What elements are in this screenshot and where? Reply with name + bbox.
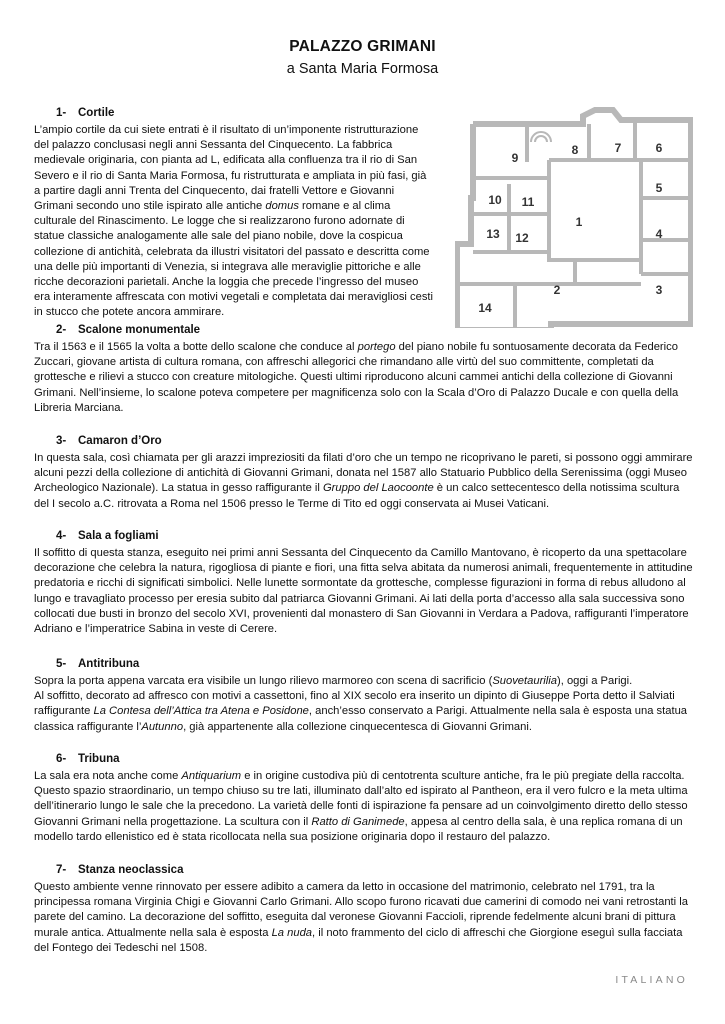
body-text: La sala era nota anche come: [34, 770, 182, 782]
body-text: , già appartenente alla collezione cinquecentesca di Giovanni Grimani.: [183, 720, 532, 733]
plan-room-label: 9: [511, 151, 519, 165]
plan-room-label: 11: [521, 195, 535, 209]
section-body: [34, 340, 694, 416]
plan-room-label: 6: [655, 141, 663, 155]
section-antitribuna: [34, 657, 694, 735]
section-cortile: [34, 106, 694, 321]
section-heading: [56, 863, 694, 878]
body-text: ), oggi a Parigi.: [557, 675, 633, 687]
section-number: 3-: [56, 435, 67, 447]
italic-title-text: portego: [357, 341, 396, 353]
plan-room-label: 12: [515, 231, 529, 245]
body-text: Sopra la porta appena varcata era visibile un lungo rilievo marmoreo con scena di sacrificio (: [34, 675, 493, 687]
section-title: Stanza neoclassica: [78, 864, 184, 876]
body-text: L’ampio cortile da cui siete entrati è il risultato di un’imponente ristrutturazione del palazzo conclusasi negli anni Sessanta del Cinquecento. La fabbrica medievale originaria, con pianta ad L, edificata alla confluenza tra il rio di San Severo e il rio di Santa Maria Formosa, fu ristrutturata e ampliata in più fasi, già a partire dagli anni Trenta del Cinquecento, dai fratelli Vettore e Giovanni Grimani secondo uno stile ispirato alle antiche: [34, 124, 427, 213]
section-body: [34, 546, 694, 637]
plan-room-label: 7: [614, 141, 622, 155]
section-body: [34, 123, 434, 321]
body-text: romane e al clima culturale del Rinascimento. Le logge che si realizzarono furono adornate di statue classiche analogamente alle sale del piano nobile, dove la cospicua collezione di antichità, celebrata da illustri visitatori del passato e descritta come una delle più importanti di Venezia, si integrava alle meraviglie pittoriche e alle ricche decorazioni parietali. Anche la loggia che precede l’ingresso del museo era interamente affrescata con motivi vegetali e completata dai meravigliosi cesti in stucco che potete ancora ammirare.: [34, 200, 434, 319]
body-text: , anch’esso conservato a Parigi. Attualmente nella sala è esposta una statua classica raffigurante l’: [34, 705, 688, 733]
section-camaron: [34, 434, 694, 512]
italic-title-text: La nuda: [271, 926, 313, 939]
body-text: Tra il 1563 e il 1565 la volta a botte dello scalone che conduce al: [34, 341, 358, 353]
page-title: PALAZZO GRIMANI: [289, 38, 436, 55]
body-text: , appesa al centro della sala, è una replica romana di un modello tardo ellenistico ed è stata ricollocata nella sua posizione originaria dopo il restauro del palazzo.: [34, 815, 683, 843]
section-title: Sala a fogliami: [78, 530, 159, 542]
plan-room-label: 14: [478, 301, 492, 315]
body-text: e in origine custodiva più di centotrenta sculture antiche, fra le più pregiate della raccolta. Questo spazio straordinario, un tempo chiuso su tre lati, illuminato dall’alto ed ispirato al Pantheon, era il vero fulcro e la meta ultima dell’itinerario lungo le sale che la precedono. La varietà delle fonti di ispirazione fa pensare ad un coinvolgimento diretto dello stesso Giovanni Grimani nella progettazione. La scultura con il: [34, 770, 688, 828]
section-heading: [56, 323, 694, 338]
section-heading: [56, 434, 694, 449]
plan-room-label: 2: [553, 283, 561, 297]
section-heading: [56, 657, 694, 672]
section-heading: [56, 752, 694, 767]
section-number: 7-: [56, 864, 67, 876]
body-text: , il noto frammento del ciclo di affreschi che Giorgione eseguì sulla facciata del Fontego dei Tedeschi nel 1508.: [34, 926, 683, 954]
section-number: 4-: [56, 530, 67, 542]
section-body: [34, 880, 694, 956]
section-title: Antitribuna: [78, 658, 140, 670]
language-label: ITALIANO: [615, 974, 688, 986]
body-text: Questo ambiente venne rinnovato per essere adibito a camera da letto in occasione del matrimonio, celebrato nel 1791, tra la principessa romana Virginia Chigi e Giovanni Carlo Grimani. Allo scopo furono ricavati due camerini di comodo nei vani retrostanti la parete del camino. La decorazione del soffitto, eseguita dal veronese Giovanni Faccioli, riprende fedelmente alcuni brani di pittura murale antica. Attualmente nella sala è esposta: [34, 881, 688, 939]
section-heading: [56, 106, 694, 121]
plan-room-label: 13: [486, 227, 500, 241]
body-text: Al soffitto, decorato ad affresco con motivi a cassettoni, fino al XIX secolo era inserito un dipinto di Giuseppe Porta detto il Salviati raffigurante: [34, 690, 675, 718]
plan-room-label: 8: [571, 143, 579, 157]
italic-title-text: Autunno: [141, 720, 184, 733]
section-number: 5-: [56, 658, 67, 670]
italic-title-text: Gruppo del Laocoonte: [322, 482, 434, 495]
section-body: [34, 451, 694, 512]
section-neoclassica: [34, 863, 694, 956]
plan-room-label: 5: [655, 181, 663, 195]
section-body: [34, 674, 694, 735]
section-title: Camaron d’Oro: [78, 435, 162, 447]
section-number: 1-: [56, 107, 67, 119]
section-title: Cortile: [78, 107, 115, 119]
section-number: 2-: [56, 324, 67, 336]
plan-room-label: 4: [655, 227, 663, 241]
plan-room-label: 1: [575, 215, 583, 229]
section-tribuna: [34, 752, 694, 845]
section-heading: [56, 529, 694, 544]
body-text: In questa sala, così chiamata per gli arazzi impreziositi da filati d’oro che un tempo ne ricoprivano le pareti, si possono oggi ammirare alcuni pezzi della collezione di antichità di Giovanni Grimani, donata nel 1587 allo Statuario Pubblico della Serenissima (oggi Museo Archeologico Nazionale). La statua in gesso raffigurante il: [34, 452, 693, 495]
section-scalone: [34, 323, 694, 416]
body-text: del piano nobile fu sontuosamente decorata da Federico Zuccari, giovane artista di cultura romana, con affreschi allegorici che rimandano alle virtù del suo committente, completati da grottesche e rilievi a stucco con creature mitologiche. Questi ultimi riproducono alcuni cammei antichi della collezione di Giovanni Grimani. Nell’insieme, lo scalone poteva competere per magnificenza solo con la Scala d’Oro di Palazzo Ducale e con quella della Libreria Marciana.: [34, 341, 679, 414]
body-text: è un calco settecentesco della notissima scultura del I secolo a.C. ritrovata a Roma nel 1506 presso le Terme di Tito ed oggi conservata ai Musei Vaticani.: [34, 482, 680, 510]
plan-room-label: 3: [655, 283, 663, 297]
section-body: [34, 769, 694, 845]
italic-title-text: domus: [265, 200, 299, 213]
body-text: Il soffitto di questa stanza, eseguito nei primi anni Sessanta del Cinquecento da Camillo Mantovano, è ricoperto da una spettacolare decorazione che celebra la natura, rigogliosa di piante e fiori, una fitta selva abitata da numerosi animali, frequentemente in attitudine predatoria e ricchi di significati simbolici. Nelle lunette sormontate da grottesche, complesse figurazioni in forma di rebus alludono al lungo e travagliato processo per eresia subito dal patriarca Giovanni Grimani. Ai lati della porta d’accesso alla sala successiva sono collocati due busti in bronzo del secolo XVI, provenienti dal monastero di San Giovanni in Verdara a Padova, raffiguranti l’imperatore Adriano e l’imperatrice Sabina in veste di Cerere.: [34, 547, 693, 636]
italic-title-text: La Contesa dell’Attica tra Atena e Posidone: [93, 705, 309, 718]
section-title: Scalone monumentale: [78, 324, 201, 336]
italic-title-text: Antiquarium: [181, 770, 242, 782]
plan-room-label: 10: [488, 193, 502, 207]
section-fogliami: [34, 529, 694, 637]
italic-title-text: Ratto di Ganimede: [311, 815, 405, 828]
italic-title-text: Suovetaurilia: [492, 675, 557, 687]
page-subtitle: a Santa Maria Formosa: [286, 61, 439, 77]
section-title: Tribuna: [78, 753, 120, 765]
section-number: 6-: [56, 753, 67, 765]
